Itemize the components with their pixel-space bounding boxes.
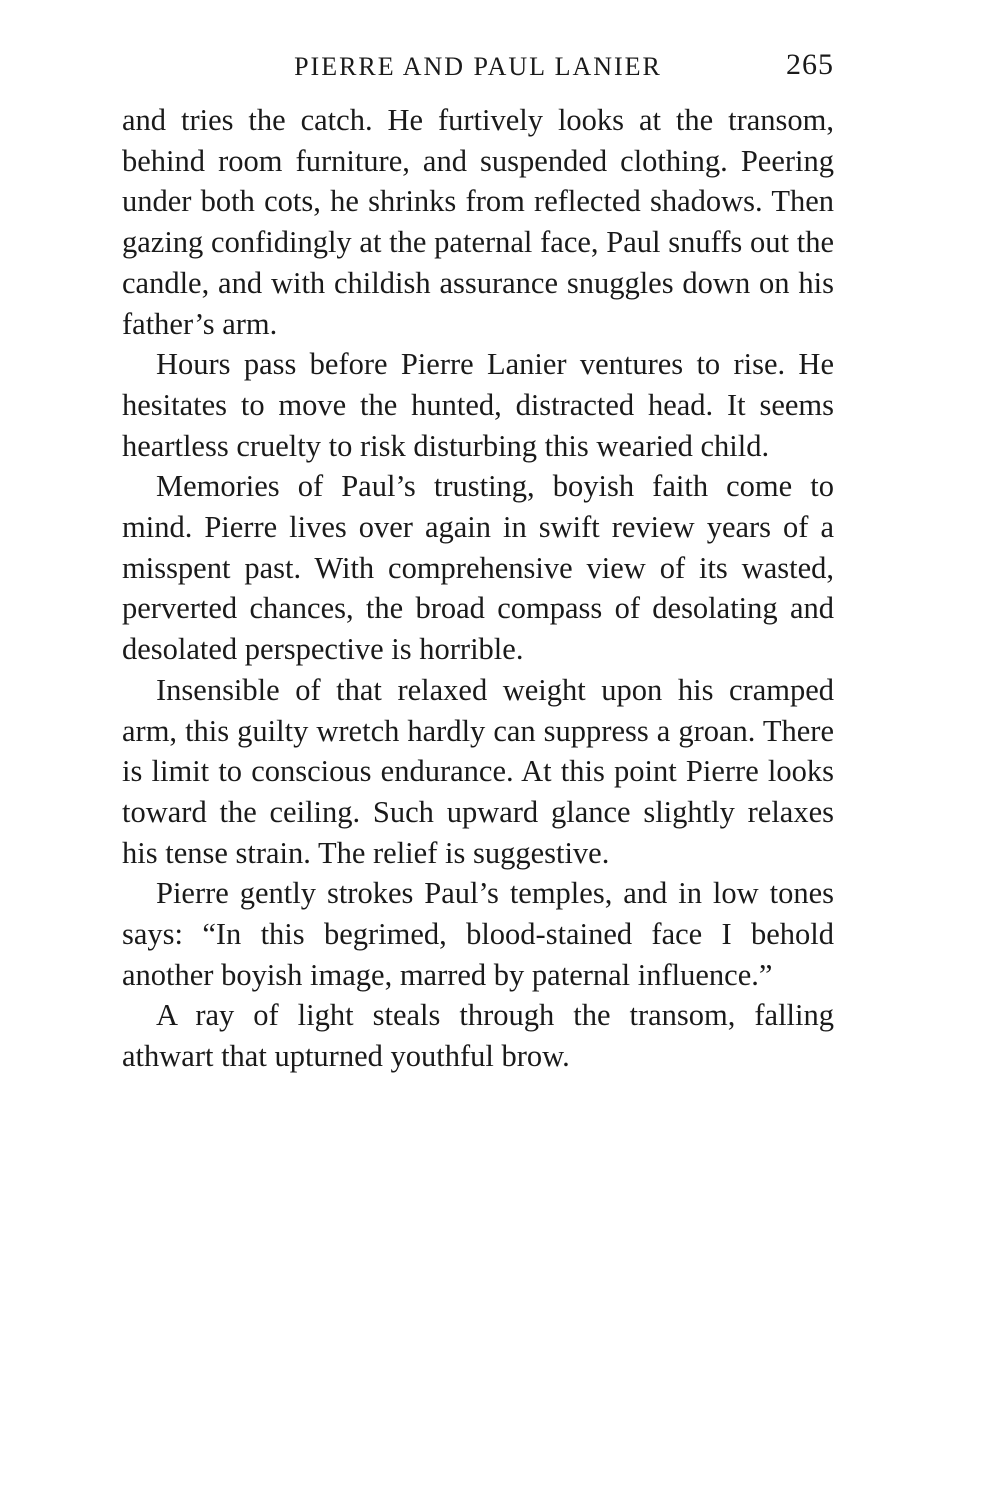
paragraph: and tries the catch. He furtively looks at the transom, behind room furniture, and suspended clothing. Peering under both cots, he shrinks from reflected shadows. Then gazing confidingly at the paternal face, Paul snuffs out the candle, and with childish assurance snuggles down on his father’s arm. [122, 103, 834, 341]
running-title: PIERRE AND PAUL LANIER [294, 52, 662, 81]
paragraph: Hours pass before Pierre Lanier ventures to rise. He hesitates to move the hunted, distracted head. It seems heartless cruelty to risk disturbing this wearied child. [122, 347, 834, 463]
paragraph: A ray of light steals through the transom, falling athwart that upturned youthful brow. [122, 998, 834, 1074]
paragraph: Pierre gently strokes Paul’s temples, and in low tones says: “In this begrimed, blood-stained face I behold another boyish image, marred by paternal influence.” [122, 876, 834, 992]
paragraph: Insensible of that relaxed weight upon his cramped arm, this guilty wretch hardly can suppress a groan. There is limit to conscious endurance. At this point Pierre looks toward the ceiling. Such upward glance slightly relaxes his tense strain. The relief is suggestive. [122, 672, 834, 870]
paragraph: Memories of Paul’s trusting, boyish faith come to mind. Pierre lives over again in swift review years of a misspent past. With comprehensive view of its wasted, perverted chances, the broad compass of desolating and desolated perspective is horrible. [122, 469, 834, 667]
running-head [122, 40, 834, 100]
body-text [122, 100, 834, 1077]
book-page [122, 40, 834, 1077]
page-number: 265 [786, 48, 834, 81]
